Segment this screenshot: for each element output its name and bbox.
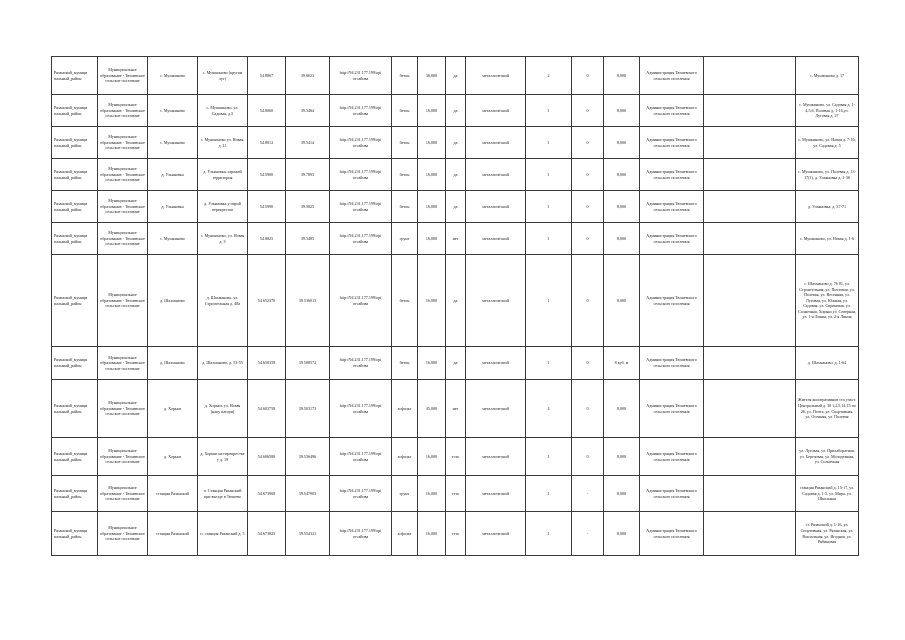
cell-served-addresses: Жителя кооперативнов ста участ. Центральный д. 30 1,2,5,14,15 по 26, ул. Почта, ул. Спортивная, ул. Осенняя, ул. Полевая: [796, 380, 859, 438]
cell-municipality: Муниципальное образование - Тюшевское сельское поселение: [98, 476, 148, 512]
cell-municipality: Муниципальное образование - Тюшевское сельское поселение: [98, 159, 148, 191]
cell-fence: да: [446, 159, 466, 191]
cell-volume: 8,000: [604, 159, 640, 191]
objects-table: [51, 56, 859, 556]
table-row: [52, 380, 859, 438]
cell-container-type: металлический: [466, 347, 526, 380]
cell-owner-details: [704, 127, 796, 159]
cell-container-count: 4: [526, 380, 572, 438]
cell-map-link: http://94.231.177.199/opi отсайова: [330, 347, 392, 380]
cell-district: Рязанский_муници пальный_район: [52, 380, 98, 438]
cell-longitude: 39.503173: [286, 380, 330, 438]
cell-served-addresses: д. Ульяновка, д. 37-71: [796, 191, 859, 223]
cell-fence: есть: [446, 438, 466, 476]
cell-settlement: с. Мушкиново: [148, 95, 198, 127]
cell-owner-details: [704, 255, 796, 347]
cell-location: д. Ульяновка у парой перекресток: [198, 191, 248, 223]
cell-latitude: 54.606580: [248, 438, 286, 476]
table-row: [52, 57, 859, 95]
cell-municipality: Муниципальное образование - Тюшевское сельское поселение: [98, 438, 148, 476]
cell-owner: Администрация Тюшевского сельского поселения: [640, 438, 704, 476]
cell-served-addresses: ул. Луговая, ул. Прилаборатная, ул. Березовая, ул. Молодежная, ул. Солнечная: [796, 438, 859, 476]
cell-surface: грунт: [392, 476, 418, 512]
cell-fence: нет: [446, 380, 466, 438]
table-row: [52, 95, 859, 127]
cell-district: Рязанский_муници пальный_район: [52, 191, 98, 223]
cell-volume: 8,000: [604, 223, 640, 255]
cell-map-link: http://94.231.177.199/opi отсайова: [330, 191, 392, 223]
cell-container-type: металлический: [466, 438, 526, 476]
cell-settlement: д. Хорьки: [148, 438, 198, 476]
table-row: [52, 476, 859, 512]
cell-municipality: Муниципальное образование - Тюшевское сельское поселение: [98, 255, 148, 347]
cell-fence: да: [446, 57, 466, 95]
table-row: [52, 347, 859, 380]
cell-container-count: 1: [526, 95, 572, 127]
cell-volume: 8,000: [604, 95, 640, 127]
cell-owner: Администрация Тюшевского сельского поселения: [640, 380, 704, 438]
cell-container-count-planned: 0: [572, 380, 604, 438]
cell-container-count-planned: 0: [572, 223, 604, 255]
cell-district: Рязанский_муници пальный_район: [52, 438, 98, 476]
cell-container-count-planned: 0: [572, 159, 604, 191]
cell-latitude: 54.8060: [248, 95, 286, 127]
cell-fence: да: [446, 95, 466, 127]
cell-container-count: 1: [526, 127, 572, 159]
cell-location: д. Ульяновка, гаражей территория: [198, 159, 248, 191]
cell-map-link: http://94.231.177.199/opi отсайова: [330, 159, 392, 191]
cell-longitude: 39.547903: [286, 476, 330, 512]
cell-latitude: 54.603758: [248, 380, 286, 438]
cell-container-count-planned: 0: [572, 95, 604, 127]
cell-served-addresses: с. Мушкиново, ул. Новая д. 7-16; ул. Садовая д. 5: [796, 127, 859, 159]
cell-container-count: 1: [526, 476, 572, 512]
cell-served-addresses: с. Мушкиново, ул. Полевая д. 13-17(1), д. Ульяновка д. 1-36: [796, 159, 859, 191]
cell-district: Рязанский_муници пальный_район: [52, 57, 98, 95]
cell-municipality: Муниципальное образование - Тюшевское сельское поселение: [98, 191, 148, 223]
cell-served-addresses: с. Мушкиново д. 17: [796, 57, 859, 95]
cell-longitude: 39.554321: [286, 512, 330, 556]
cell-served-addresses: д. Шахманово, д. 1-64: [796, 347, 859, 380]
cell-location: с. Мушкиново, ул. Новая д. 3: [198, 223, 248, 255]
cell-district: Рязанский_муници пальный_район: [52, 95, 98, 127]
cell-owner: Администрация Тюшевского сельского поселения: [640, 223, 704, 255]
cell-owner: Администрация Тюшевского сельского поселения: [640, 159, 704, 191]
cell-settlement: д. Шахманово: [148, 255, 198, 347]
cell-location: п. Станция Рязанский при въезде в Тюшево: [198, 476, 248, 512]
cell-owner-details: [704, 512, 796, 556]
cell-volume: 8,000: [604, 57, 640, 95]
cell-container-count: 1: [526, 223, 572, 255]
cell-map-link: http://94.231.177.199/opi отсайова: [330, 380, 392, 438]
cell-district: Рязанский_муници пальный_район: [52, 347, 98, 380]
cell-volume: 8,000: [604, 127, 640, 159]
cell-fence: есть: [446, 512, 466, 556]
cell-volume: 8,000: [604, 512, 640, 556]
cell-location: с. Мушкиново (кругом луг): [198, 57, 248, 95]
cell-surface: грунт: [392, 223, 418, 255]
cell-owner: Администрация Тюшевского сельского поселения: [640, 255, 704, 347]
cell-owner-details: [704, 159, 796, 191]
cell-owner: Администрация Тюшевского сельского поселения: [640, 95, 704, 127]
cell-municipality: Муниципальное образование - Тюшевское сельское поселение: [98, 57, 148, 95]
cell-container-type: металлический: [466, 191, 526, 223]
cell-longitude: 39.508572: [286, 347, 330, 380]
cell-owner-details: [704, 223, 796, 255]
cell-fence: есть: [446, 476, 466, 512]
cell-latitude: 54.5990: [248, 191, 286, 223]
cell-container-type: металлический: [466, 57, 526, 95]
cell-owner-details: [704, 476, 796, 512]
cell-latitude: 54.673968: [248, 476, 286, 512]
cell-area: 16,000: [418, 512, 446, 556]
cell-map-link: http://94.231.177.199/opi отсайова: [330, 223, 392, 255]
cell-owner-details: [704, 380, 796, 438]
cell-container-count-planned: 0: [572, 57, 604, 95]
cell-area: 16,000: [418, 223, 446, 255]
cell-fence: да: [446, 255, 466, 347]
cell-district: Рязанский_муници пальный_район: [52, 476, 98, 512]
cell-container-count-planned: 0: [572, 347, 604, 380]
cell-container-count-planned: 0: [572, 255, 604, 347]
cell-district: Рязанский_муници пальный_район: [52, 159, 98, 191]
cell-area: 16,000: [418, 127, 446, 159]
cell-served-addresses: с. Мушкиново, ул. Новая д. 1-6: [796, 223, 859, 255]
cell-longitude: 39.7893: [286, 159, 330, 191]
cell-owner-details: [704, 95, 796, 127]
cell-location: п. станция Рязанский д. 5: [198, 512, 248, 556]
cell-surface: бетон: [392, 255, 418, 347]
cell-longitude: 39.5825: [286, 191, 330, 223]
cell-container-type: металлический: [466, 95, 526, 127]
cell-latitude: 54.5900: [248, 159, 286, 191]
cell-area: 16,000: [418, 191, 446, 223]
cell-settlement: д. Шахманово: [148, 347, 198, 380]
cell-surface: бетон: [392, 191, 418, 223]
cell-container-count-planned: -: [572, 476, 604, 512]
cell-latitude: 54.652370: [248, 255, 286, 347]
cell-area: 16,000: [418, 438, 446, 476]
cell-area: 16,000: [418, 159, 446, 191]
cell-surface: бетон: [392, 347, 418, 380]
cell-settlement: станция Рязанский: [148, 476, 198, 512]
cell-map-link: http://94.231.177.199/opi отсайова: [330, 95, 392, 127]
cell-district: Рязанский_муници пальный_район: [52, 127, 98, 159]
cell-municipality: Муниципальное образование - Тюшевское сельское поселение: [98, 512, 148, 556]
cell-fence: нет: [446, 223, 466, 255]
cell-container-count-planned: 0: [572, 191, 604, 223]
cell-longitude: 39.5485: [286, 223, 330, 255]
cell-municipality: Муниципальное образование - Тюшевское сельское поселение: [98, 347, 148, 380]
cell-area: 45,000: [418, 380, 446, 438]
cell-served-addresses: ст. Рязанский д. 1-16, ул. Спортивная, ул. Рязанская, ул. Вокзальная, ул. Ягодная, ул. Рябиновая: [796, 512, 859, 556]
cell-settlement: д. Ульяновка: [148, 191, 198, 223]
cell-district: Рязанский_муници пальный_район: [52, 223, 98, 255]
cell-municipality: Муниципальное образование - Тюшевское сельское поселение: [98, 223, 148, 255]
cell-container-type: металлический: [466, 512, 526, 556]
cell-container-type: металлический: [466, 255, 526, 347]
cell-district: Рязанский_муници пальный_район: [52, 512, 98, 556]
table-row: [52, 255, 859, 347]
cell-owner-details: [704, 57, 796, 95]
cell-municipality: Муниципальное образование - Тюшевское сельское поселение: [98, 127, 148, 159]
cell-map-link: http://94.231.177.199/opi отсайова: [330, 512, 392, 556]
cell-container-count: 1: [526, 159, 572, 191]
cell-container-count-planned: 0: [572, 127, 604, 159]
cell-latitude: 54.673825: [248, 512, 286, 556]
cell-served-addresses: с. Шахманово д. 76 81, ул. Строительная, ул. Почтовая, ул. Полевая, ул. Весенняя, ул. Луговая, ул. Южная, ул. Садовая, ул. Сиреневая, ул. Солнечная, Хорьки ул. Северная, ул. 1-я Линия, ул. 2-я Линия: [796, 255, 859, 347]
cell-owner-details: [704, 191, 796, 223]
cell-surface: бетон: [392, 95, 418, 127]
cell-settlement: д. Хорьки: [148, 380, 198, 438]
cell-container-count: 1: [526, 191, 572, 223]
cell-container-count: 1: [526, 347, 572, 380]
cell-area: 16,000: [418, 347, 446, 380]
cell-owner: Администрация Тюшевского сельского поселения: [640, 127, 704, 159]
cell-container-count-planned: 0: [572, 438, 604, 476]
cell-container-type: металлический: [466, 127, 526, 159]
cell-container-count: 1: [526, 438, 572, 476]
cell-surface: бетон: [392, 159, 418, 191]
cell-latitude: 54.8067: [248, 57, 286, 95]
cell-latitude: 54.8025: [248, 223, 286, 255]
cell-longitude: 39.536013: [286, 255, 330, 347]
cell-owner: Администрация Тюшевского сельского поселения: [640, 347, 704, 380]
cell-area: 16,000: [418, 95, 446, 127]
cell-settlement: с. Мушкиново: [148, 57, 198, 95]
cell-owner-details: [704, 347, 796, 380]
cell-owner-details: [704, 438, 796, 476]
cell-location: д. Хорьки на перекрестке у д. 19: [198, 438, 248, 476]
cell-owner: Администрация Тюшевского сельского поселения: [640, 191, 704, 223]
cell-map-link: http://94.231.177.199/opi отсайова: [330, 127, 392, 159]
cell-location: д. Хорьки, ул. Новая (напу катори): [198, 380, 248, 438]
cell-area: 16,000: [418, 255, 446, 347]
cell-fence: да: [446, 347, 466, 380]
cell-owner: Администрация Тюшевского сельского поселения: [640, 476, 704, 512]
cell-area: 36,000: [418, 57, 446, 95]
cell-map-link: http://94.231.177.199/opi отсайова: [330, 57, 392, 95]
cell-owner: Администрация Тюшевского сельского поселения: [640, 57, 704, 95]
cell-container-type: металлический: [466, 380, 526, 438]
cell-surface: асфальт: [392, 512, 418, 556]
cell-map-link: http://94.231.177.199/opi отсайова: [330, 255, 392, 347]
cell-municipality: Муниципальное образование - Тюшевское сельское поселение: [98, 380, 148, 438]
cell-latitude: 54.650358: [248, 347, 286, 380]
cell-longitude: 39.5464: [286, 95, 330, 127]
cell-district: Рязанский_муници пальный_район: [52, 255, 98, 347]
cell-location: с. Мушкиново ул. Новая, д. 11: [198, 127, 248, 159]
cell-container-count: 2: [526, 57, 572, 95]
cell-map-link: http://94.231.177.199/opi отсайова: [330, 476, 392, 512]
table-row: [52, 191, 859, 223]
cell-surface: бетон: [392, 127, 418, 159]
cell-map-link: http://94.231.177.199/opi отсайова: [330, 438, 392, 476]
cell-area: 16,000: [418, 476, 446, 512]
cell-volume: 8,000: [604, 476, 640, 512]
cell-longitude: 39.536496: [286, 438, 330, 476]
cell-surface: асфальт: [392, 380, 418, 438]
cell-settlement: с. Мушкиново: [148, 223, 198, 255]
table-row: [52, 223, 859, 255]
cell-location: д. Шахманово, д. 53-55: [198, 347, 248, 380]
table-row: [52, 127, 859, 159]
table-row: [52, 159, 859, 191]
cell-fence: да: [446, 127, 466, 159]
cell-container-type: металлический: [466, 159, 526, 191]
cell-settlement: д. Ульяновка: [148, 159, 198, 191]
cell-container-count-planned: -: [572, 512, 604, 556]
cell-served-addresses: с. Мушкиново, ул. Садовая д. 1-4,5,6, Полевая д. 1-16,ул. Луговая д. 27: [796, 95, 859, 127]
cell-owner: Администрация Тюшевского сельского поселения: [640, 512, 704, 556]
cell-volume: 8 куб. м: [604, 347, 640, 380]
cell-container-type: металлический: [466, 476, 526, 512]
cell-latitude: 54.8012: [248, 127, 286, 159]
cell-municipality: Муниципальное образование - Тюшевское сельское поселение: [98, 95, 148, 127]
cell-location: д. Шахманово, ул. Строительная д. 48а: [198, 255, 248, 347]
cell-settlement: с. Мушкиново: [148, 127, 198, 159]
cell-volume: 8,000: [604, 380, 640, 438]
cell-container-count: 1: [526, 255, 572, 347]
cell-surface: асфальт: [392, 438, 418, 476]
table-row: [52, 438, 859, 476]
cell-longitude: 39.6023: [286, 57, 330, 95]
cell-volume: 8,000: [604, 438, 640, 476]
cell-container-count: 1: [526, 512, 572, 556]
cell-served-addresses: станция Рязанский д. 15-17, ул. Садовая д. 1-5, ул. Мира, ул. Школьная: [796, 476, 859, 512]
table-row: [52, 512, 859, 556]
cell-fence: да: [446, 191, 466, 223]
cell-location: с. Мушкиново, ул. Садовая, д.5: [198, 95, 248, 127]
cell-surface: бетон: [392, 57, 418, 95]
cell-volume: 8,000: [604, 255, 640, 347]
cell-settlement: станция Рязанский: [148, 512, 198, 556]
cell-volume: 8,000: [604, 191, 640, 223]
cell-longitude: 39.5414: [286, 127, 330, 159]
cell-container-type: металлический: [466, 223, 526, 255]
